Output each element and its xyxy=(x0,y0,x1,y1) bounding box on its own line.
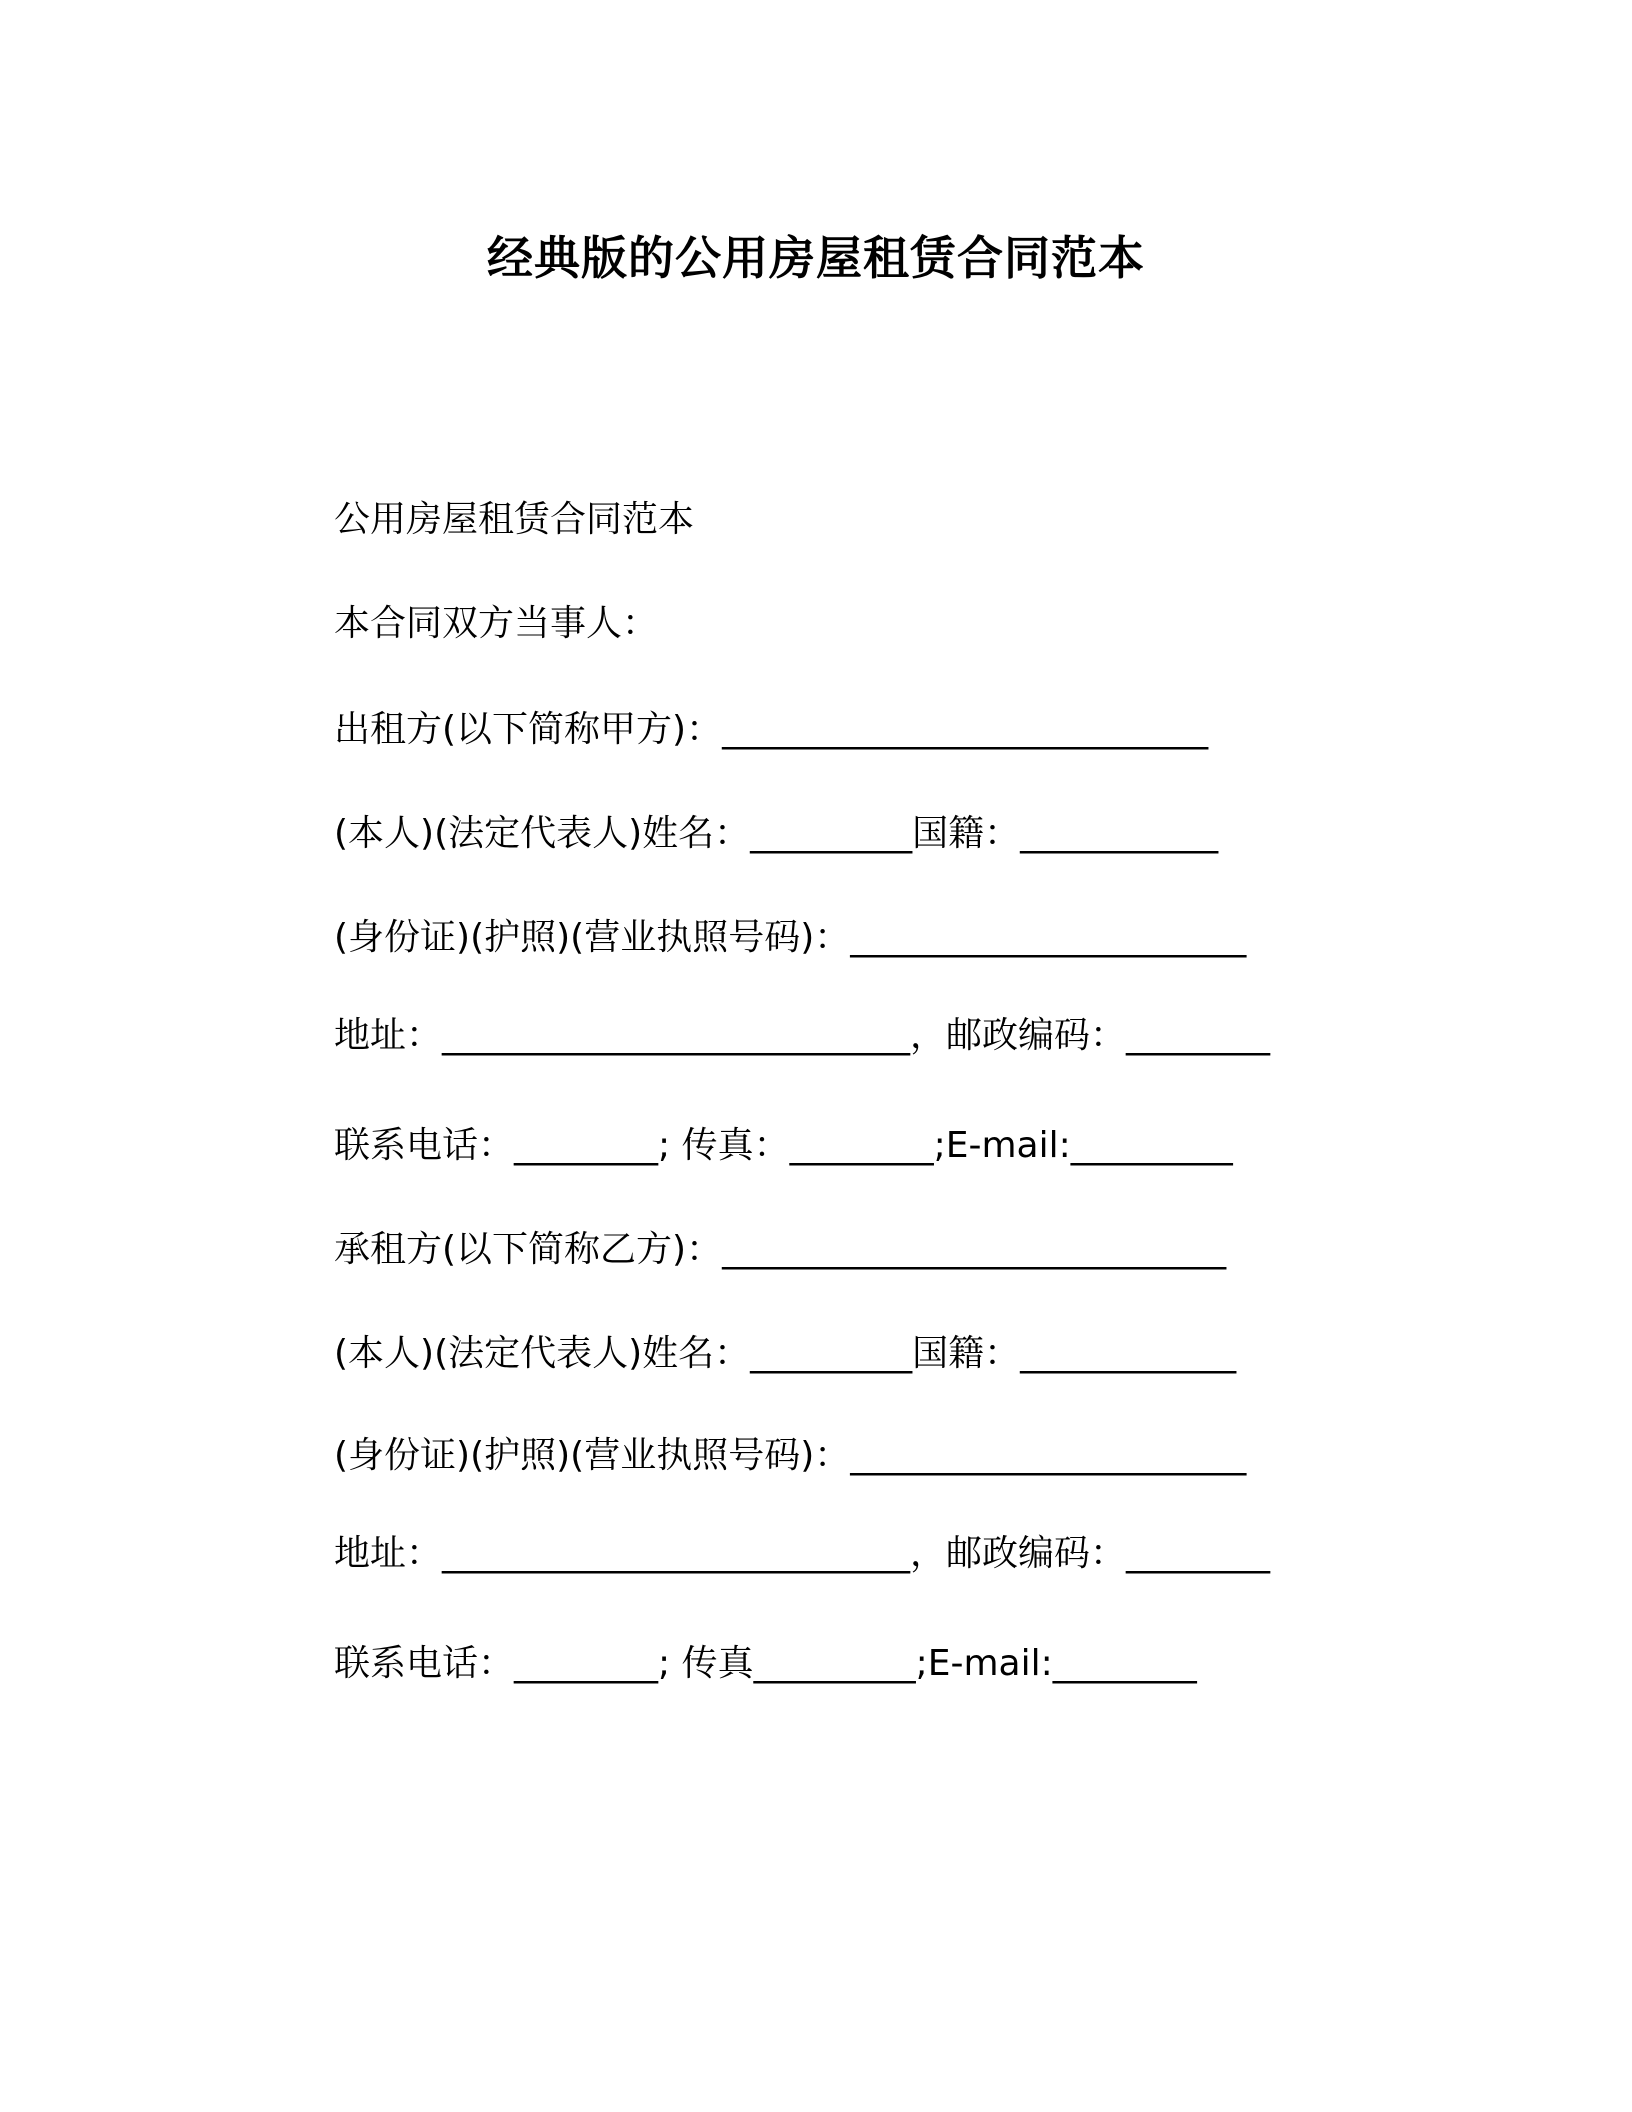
lessee-name-nationality-line: (本人)(法定代表人)姓名：_________国籍：____________ xyxy=(334,1333,1237,1374)
lessor-id-line: (身份证)(护照)(营业执照号码)：______________________ xyxy=(334,917,1247,958)
lessor-line: 出租方(以下简称甲方)：___________________________ xyxy=(334,709,1209,750)
document-title: 经典版的公用房屋租赁合同范本 xyxy=(487,231,1145,285)
lessor-name-nationality-line: (本人)(法定代表人)姓名：_________国籍：___________ xyxy=(334,813,1219,854)
parties-heading: 本合同双方当事人： xyxy=(334,603,659,644)
lessor-contact-line: 联系电话：________; 传真：________;E-mail:_________ xyxy=(334,1125,1233,1166)
lessor-address-line: 地址：__________________________，邮政编码：________ xyxy=(334,1015,1271,1056)
lessee-address-line: 地址：__________________________，邮政编码：________ xyxy=(334,1533,1271,1574)
lessee-line: 承租方(以下简称乙方)：____________________________ xyxy=(334,1229,1227,1270)
lessee-contact-line: 联系电话：________; 传真_________;E-mail:________ xyxy=(334,1643,1197,1684)
lessee-id-line: (身份证)(护照)(营业执照号码)：______________________ xyxy=(334,1435,1247,1476)
contract-subtitle: 公用房屋租赁合同范本 xyxy=(334,499,695,540)
